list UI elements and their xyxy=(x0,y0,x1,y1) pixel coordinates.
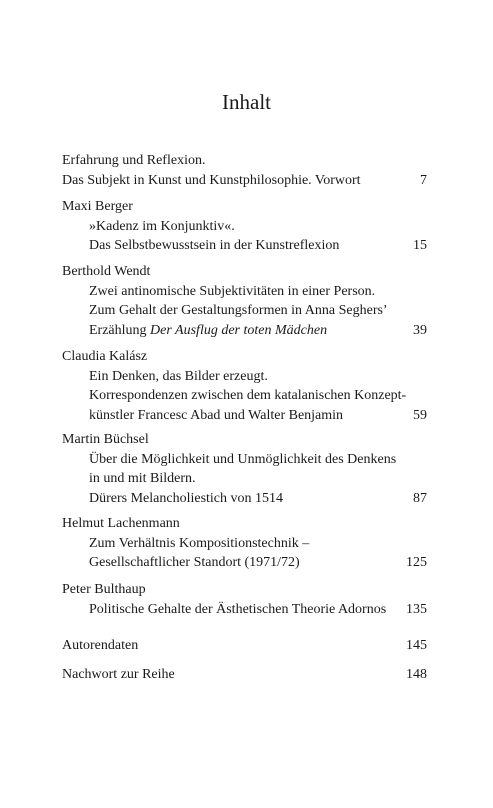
entry-title-text: Das Selbstbewusstsein in der Kunstreflexion xyxy=(89,238,340,253)
toc-entry-vorwort xyxy=(62,151,427,190)
entry-title-text: Autorendaten xyxy=(62,638,139,653)
toc-entry-autorendaten xyxy=(62,636,427,656)
entry-title-line xyxy=(62,321,427,341)
entry-title-line: »Kadenz im Konjunktiv«. xyxy=(89,218,235,234)
entry-title-text: Gesellschaftlicher Standort (1971/72) xyxy=(89,555,300,570)
entry-title-line xyxy=(62,236,427,256)
toc-entry-bulthaup xyxy=(62,580,427,619)
entry-title-line xyxy=(62,553,427,573)
page-number: 15 xyxy=(413,238,427,253)
entry-title-line xyxy=(62,665,427,685)
entry-title-text: künstler Francesc Abad und Walter Benjamin xyxy=(89,407,344,423)
entry-title-text: Das Subjekt in Kunst und Kunstphilosophie. Vorwort xyxy=(62,172,361,188)
page-number: 145 xyxy=(406,638,427,653)
entry-author: Claudia Kalász xyxy=(62,349,148,364)
entry-title-italic: Der Ausflug der toten Mädchen xyxy=(150,322,328,338)
entry-title-line: Erfahrung und Reflexion. xyxy=(62,153,206,168)
entry-title-line: Zwei antinomische Subjektivitäten in einer Person. xyxy=(89,283,376,299)
toc-entry-wendt xyxy=(62,262,427,340)
entry-title-line xyxy=(62,171,427,191)
toc-entry-berger xyxy=(62,197,427,256)
page-number: 125 xyxy=(406,555,427,570)
page-number: 59 xyxy=(413,407,427,423)
entry-title-line: in und mit Bildern. xyxy=(89,471,196,486)
page-number: 135 xyxy=(406,601,427,617)
entry-title-text: Nachwort zur Reihe xyxy=(62,667,175,682)
page-number: 148 xyxy=(406,667,427,682)
page-number: 87 xyxy=(413,490,427,506)
entry-title-line: Zum Gehalt der Gestaltungsformen in Anna Seghers’ xyxy=(89,303,388,318)
toc-entry-lachenmann xyxy=(62,514,427,573)
entry-author: Maxi Berger xyxy=(62,199,133,214)
entry-title-text: Politische Gehalte der Ästhetischen Theorie Adornos xyxy=(89,601,387,617)
entry-author: Peter Bulthaup xyxy=(62,582,146,597)
page-title: Inhalt xyxy=(222,90,271,114)
toc-entry-nachwort xyxy=(62,665,427,685)
entry-author: Helmut Lachenmann xyxy=(62,516,180,531)
entry-title-line xyxy=(62,600,427,620)
entry-title-text: Dürers Melancholiestich von 1514 xyxy=(89,490,284,506)
toc-entry-buechsel xyxy=(62,430,427,508)
entry-title-line xyxy=(62,406,427,426)
entry-title-line: Korrespondenzen zwischen dem katalanischen Konzept- xyxy=(89,388,407,403)
entry-author: Berthold Wendt xyxy=(62,264,151,279)
page-number: 7 xyxy=(420,172,427,188)
entry-title-line xyxy=(62,636,427,656)
toc-entry-kalasz xyxy=(62,347,427,425)
entry-author: Martin Büchsel xyxy=(62,432,149,447)
entry-title-line xyxy=(62,489,427,509)
entry-title-text: Erzählung xyxy=(89,322,151,338)
page-number: 39 xyxy=(413,322,427,338)
entry-title-line: Über die Möglichkeit und Unmöglichkeit des Denkens xyxy=(89,451,397,467)
entry-title-line: Ein Denken, das Bilder erzeugt. xyxy=(89,368,268,384)
entry-title-line: Zum Verhältnis Kompositionstechnik – xyxy=(89,535,310,551)
